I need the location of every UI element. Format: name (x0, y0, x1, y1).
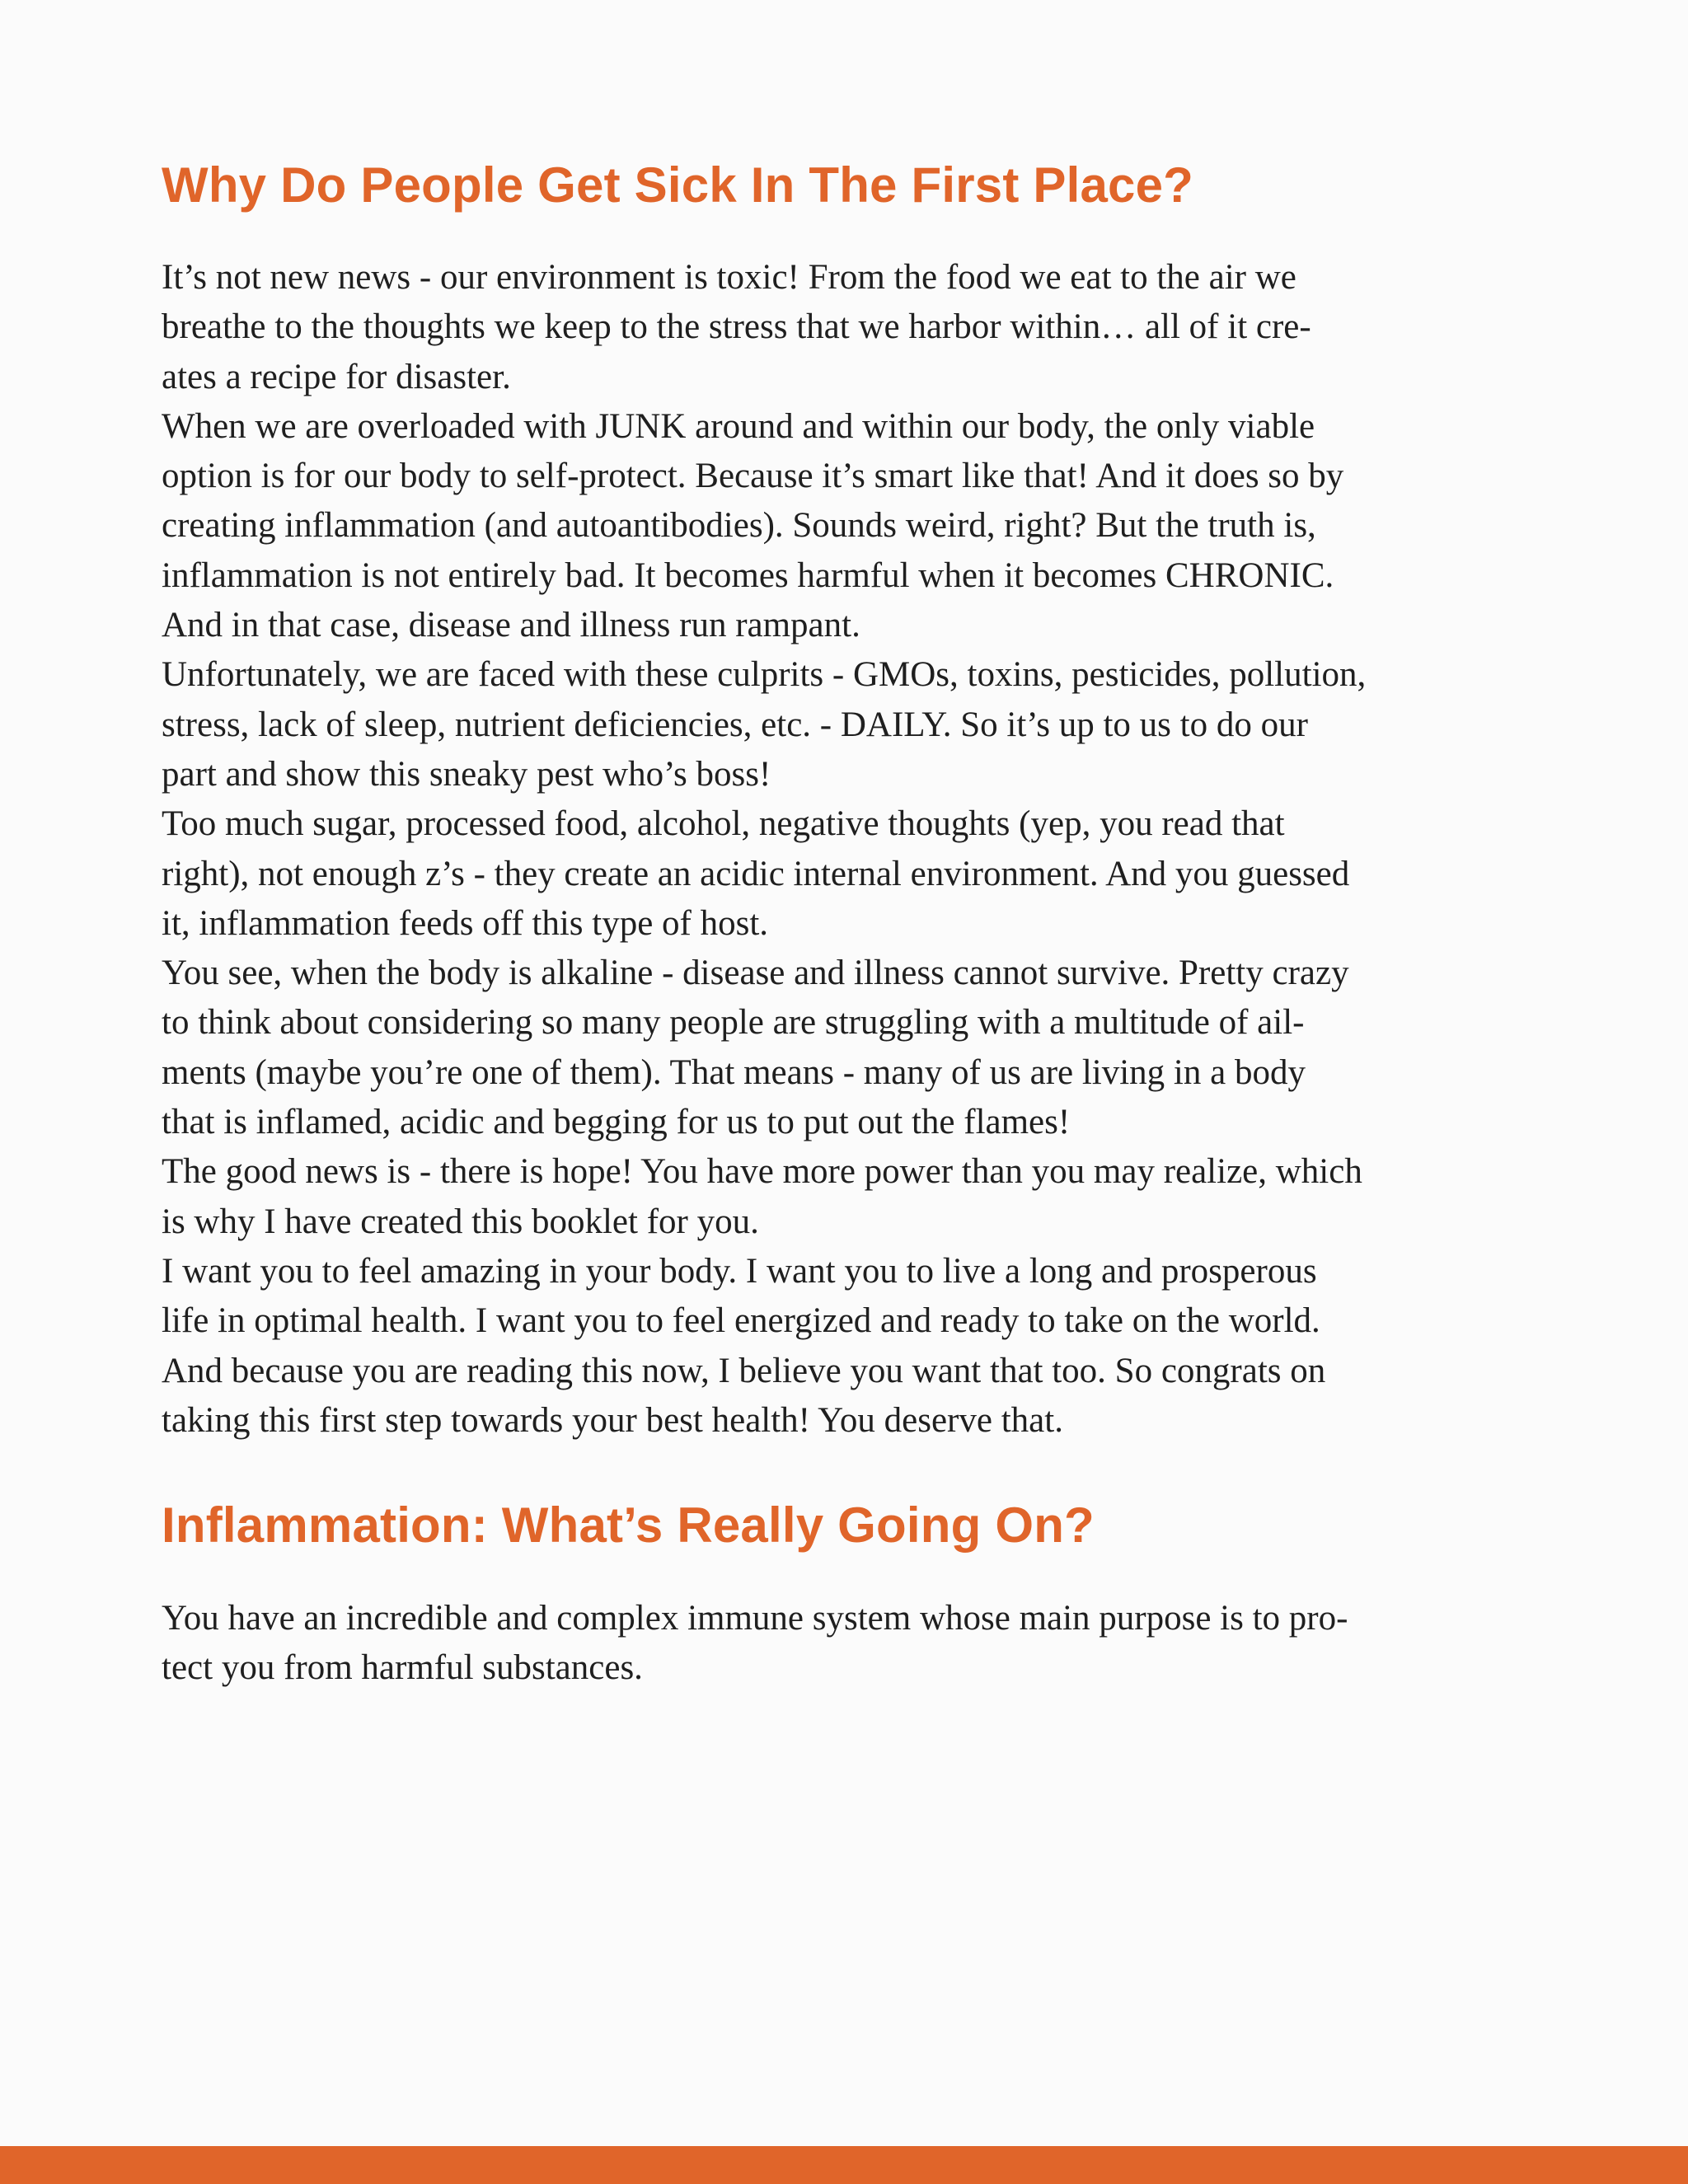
paragraph-culprits: Unfortunately, we are faced with these culprits - GMOs, toxins, pesticides, pollution, stress, lack of sleep, nutrient deficiencies, etc. - DAILY. So it’s up to us to do our part and show this sneaky pest who’s boss! (162, 655, 1367, 794)
footer-accent-bar (0, 2146, 1688, 2184)
paragraph-good-news: The good news is - there is hope! You have more power than you may realize, which is why I have created this booklet for you. (162, 1152, 1362, 1241)
section-heading-inflammation: Inflammation: What’s Really Going On? (162, 1497, 1095, 1554)
document-page (162, 148, 1546, 1694)
paragraph-feel-amazing: I want you to feel amazing in your body. I want you to live a long and prosperous life in optimal health. I want you to feel energized and ready to take on the world. And because you are reading this now, I believe you want that too. So congrats on taking this first step towards your best health! You deserve that. (162, 1251, 1326, 1440)
paragraph-alkaline-body: You see, when the body is alkaline - disease and illness cannot survive. Pretty crazy to think about considering so many people are struggling with a multitude of ail- ments (maybe you’re one of them). That means - many of us are living in a body that is inflamed, acidic and begging for us to put out the flames! (162, 954, 1349, 1142)
section-heading-why-sick: Why Do People Get Sick In The First Place? (162, 157, 1194, 213)
paragraph-overloaded-junk: When we are overloaded with JUNK around and within our body, the only viable option is for our body to self-protect. Because it’s smart like that! And it does so by creating inflammation (and autoantibodies). Sounds weird, right? But the truth is, inflammation is not entirely bad. It becomes harmful when it becomes CHRONIC. And in that case, disease and illness run rampant. (162, 406, 1344, 645)
paragraph-environment-toxic: It’s not new news - our environment is toxic! From the food we eat to the air we breathe to the thoughts we keep to the stress that we harbor within… all of it cre- ates a recipe for disaster. (162, 258, 1311, 396)
paragraph-acidic-environment: Too much sugar, processed food, alcohol, negative thoughts (yep, you read that right), not enough z’s - they create an acidic internal environment. And you guessed it, inflammation feeds off this type of host. (162, 804, 1350, 943)
paragraph-immune-system: You have an incredible and complex immune system whose main purpose is to pro- tect you from harmful substances. (162, 1599, 1348, 1688)
